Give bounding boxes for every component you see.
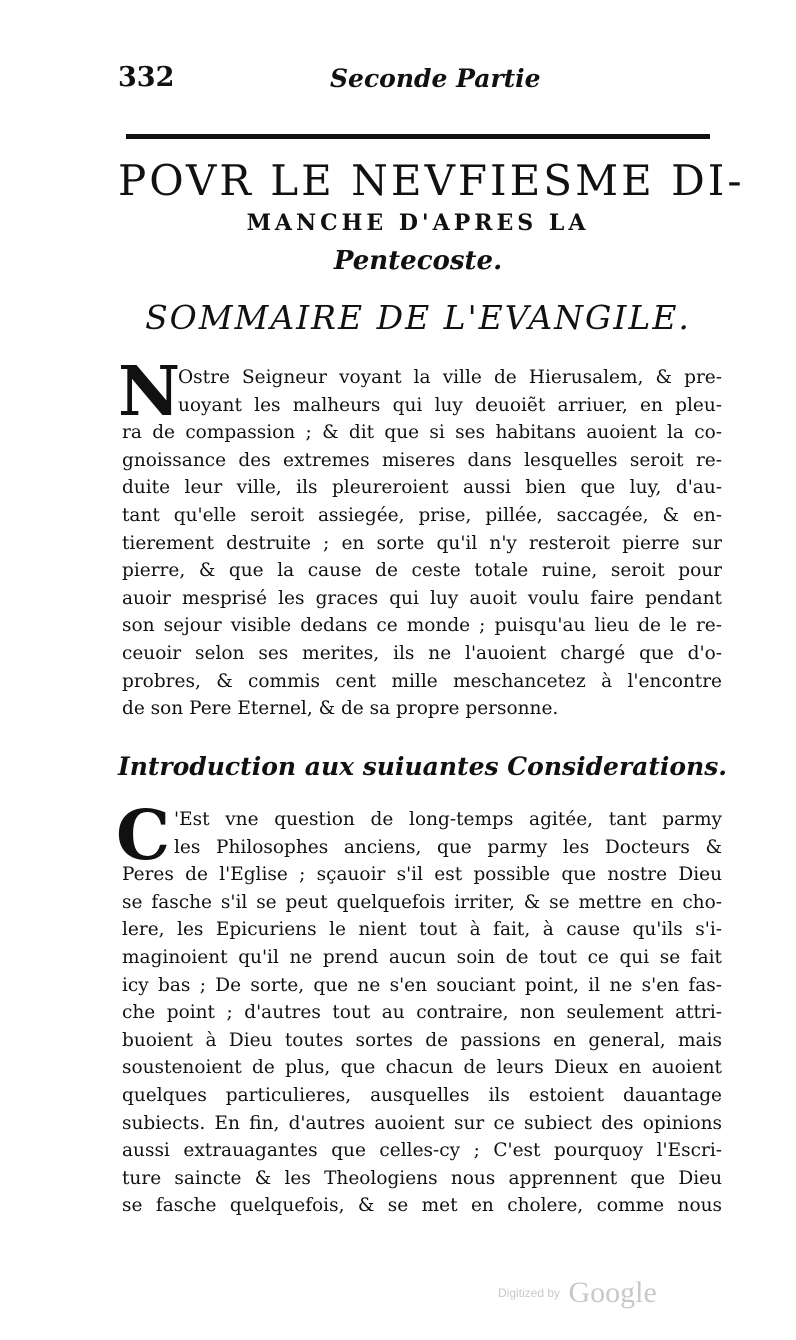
watermark-brand: Google [568, 1276, 657, 1309]
text-line: Ostre Seigneur voyant la ville de Hierusalem, & pre- [178, 367, 722, 388]
chapter-title-line-2: MANCHE D'APRES LA [246, 210, 590, 236]
digitized-watermark [498, 1276, 657, 1310]
text-line: uoyant les malheurs qui luy deuoiẽt arriuer, en pleu- [178, 394, 722, 416]
running-head [118, 62, 710, 102]
chapter-title-line-3: Pentecoste. [333, 246, 503, 276]
text-line: aussi extrauagantes que celles-cy ; C'est pourquoy l'Escri- [122, 1140, 722, 1162]
text-line: auoir mesprisé les graces qui luy auoit voulu faire pendant [122, 587, 722, 609]
intro-paragraph [122, 806, 722, 1220]
text-line: pierre, & que la cause de ceste totale ruine, seroit pour [122, 560, 722, 582]
text-line: che point ; d'autres tout au contraire, non seulement attri- [122, 1002, 722, 1024]
text-line: son sejour visible dedans ce monde ; puisqu'au lieu de le re- [122, 615, 722, 637]
text-line: 'Est vne question de long-temps agitée, tant parmy [174, 809, 722, 830]
watermark-prefix: Digitized by [498, 1286, 561, 1300]
text-line: de son Pere Eternel, & de sa propre personne. [122, 698, 559, 720]
text-line: ture saincte & les Theologiens nous apprennent que Dieu [122, 1167, 722, 1189]
text-line: ceuoir selon ses merites, ils ne l'auoient chargé que d'o- [122, 642, 722, 664]
running-title: Seconde Partie [330, 64, 541, 93]
text-line: soustenoient de plus, que chacun de leurs Dieux en auoient [122, 1057, 722, 1079]
text-line: Peres de l'Eglise ; sçauoir s'il est possible que nostre Dieu [122, 864, 722, 886]
header-rule [126, 134, 710, 139]
text-line: subiects. En fin, d'autres auoient sur ce subiect des opinions [122, 1112, 722, 1134]
text-line: buoient à Dieu toutes sortes de passions en general, mais [122, 1029, 722, 1051]
page-number: 332 [118, 62, 175, 93]
summary-paragraph [122, 364, 722, 723]
section-heading: SOMMAIRE DE L'EVANGILE. [145, 298, 691, 337]
text-line: icy bas ; De sorte, que ne s'en souciant point, il ne s'en fas- [122, 974, 722, 996]
text-line: se fasche s'il se peut quelquefois irriter, & se mettre en cho- [122, 891, 722, 913]
text-line: ra de compassion ; & dit que si ses habitans auoient la co- [122, 422, 722, 444]
text-line: quelques particulieres, ausquelles ils estoient dauantage [122, 1084, 722, 1106]
introduction-heading: Introduction aux suiuantes Considerations. [118, 752, 728, 781]
chapter-title-line-1: POVR LE NEVFIESME DI- [118, 156, 745, 205]
text-line: tant qu'elle seroit assiegée, prise, pillée, saccagée, & en- [122, 504, 722, 526]
text-line: maginoient qu'il ne prend aucun soin de tout ce qui se fait [122, 946, 722, 968]
drop-cap-intro: C [116, 796, 171, 876]
text-line: gnoissance des extremes miseres dans lesquelles seroit re- [122, 449, 722, 471]
text-line: tierement destruite ; en sorte qu'il n'y resteroit pierre sur [122, 532, 722, 554]
text-line: les Philosophes anciens, que parmy les Docteurs & [174, 836, 722, 858]
drop-cap-summary: N [118, 352, 181, 432]
text-line: lere, les Epicuriens le nient tout à fait, à cause qu'ils s'i- [122, 919, 722, 941]
text-line: duite leur ville, ils pleureroient aussi bien que luy, d'au- [122, 477, 722, 499]
text-line: probres, & commis cent mille meschancetez à l'encontre [122, 670, 722, 692]
text-line: se fasche quelquefois, & se met en cholere, comme nous [122, 1195, 722, 1217]
